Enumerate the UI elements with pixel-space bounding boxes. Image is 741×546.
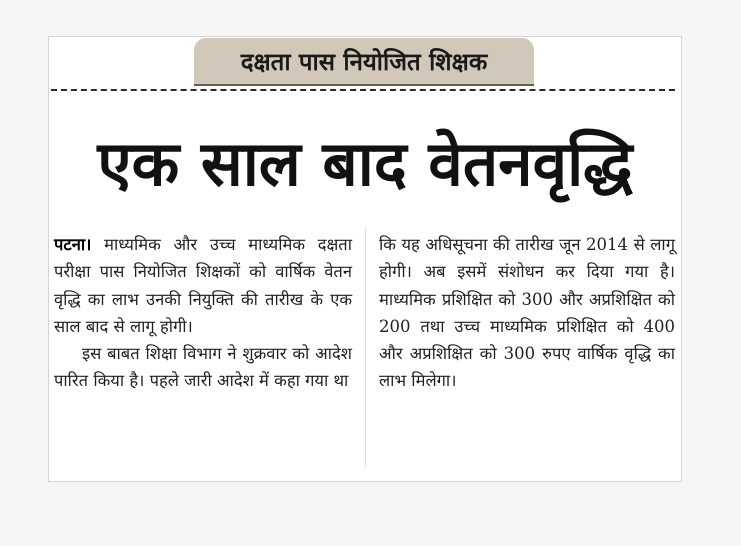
left-paragraph-1-text: माध्यमिक और उच्च माध्यमिक दक्षता परीक्षा पास नियोजित शिक्षकों को वार्षिक वेतन वृद्धि का लाभ उनकी नियुक्ति की तारीख के एक साल बाद से लागू होगी। bbox=[54, 235, 352, 336]
article-column-left bbox=[54, 231, 352, 395]
column-divider bbox=[365, 227, 366, 467]
left-paragraph-1 bbox=[54, 231, 352, 340]
left-paragraph-2: इस बाबत शिक्षा विभाग ने शुक्रवार को आदेश पारित किया है। पहले जारी आदेश में कहा गया था bbox=[54, 344, 352, 391]
article-column-right bbox=[379, 231, 675, 395]
dateline: पटना। bbox=[54, 235, 92, 254]
newspaper-clipping bbox=[48, 36, 682, 482]
headline: एक साल बाद वेतनवृद्धि bbox=[97, 127, 633, 200]
dashed-rule bbox=[51, 89, 675, 91]
kicker-label: दक्षता पास नियोजित शिक्षक bbox=[240, 48, 488, 76]
right-paragraph-1: कि यह अधिसूचना की तारीख जून 2014 से लागू होगी। अब इसमें संशोधन कर दिया गया है। माध्यमिक प्रशिक्षित को 300 और अप्रशिक्षित को 200 तथा उच्च माध्यमिक प्रशिक्षित को 400 और अप्रशिक्षित को 300 रुपए वार्षिक वृद्धि का लाभ मिलेगा। bbox=[379, 235, 675, 391]
